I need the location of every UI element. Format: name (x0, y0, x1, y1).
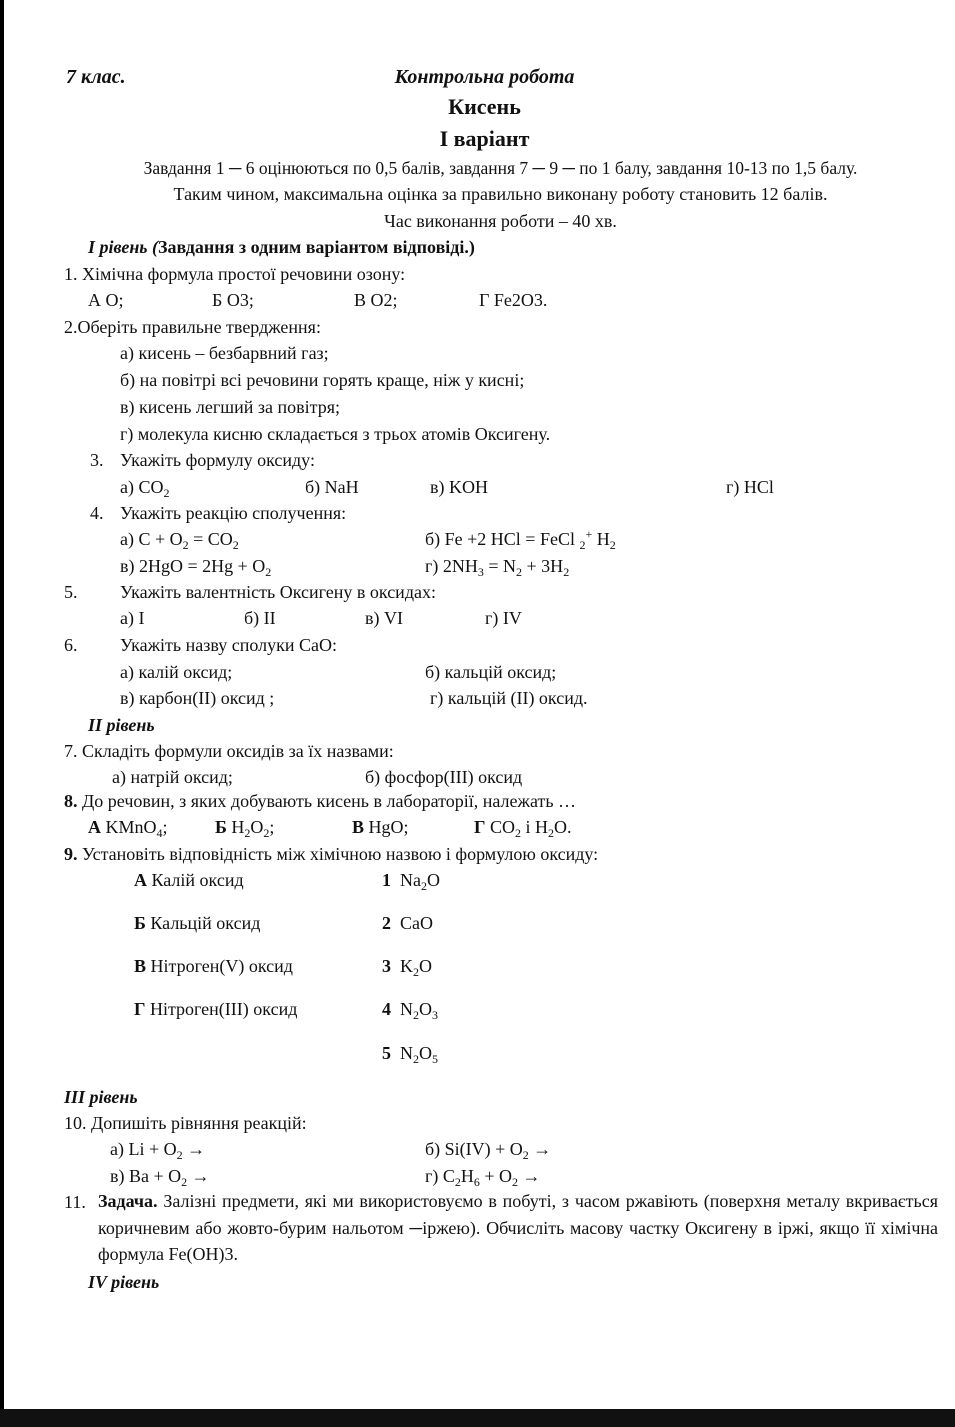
question-11-number: 11. (64, 1192, 86, 1212)
q4-option-c: в) $2HgO = 2Hg + O_2$ (120, 556, 272, 579)
q1-option-a: А О; (88, 290, 124, 310)
q8-option-a: А KMnO$_4$; (88, 817, 168, 840)
q2-option-a: а) кисень – безбарвний газ; (120, 343, 329, 363)
level-1-heading (88, 236, 475, 258)
q2-option-c: в) кисень легший за повітря; (120, 397, 340, 417)
q1-option-c: В О2; (354, 290, 398, 310)
q9-right-1-num: 1 (382, 870, 391, 890)
q9-left-d (134, 998, 297, 1020)
q3-option-d: г) HCl (726, 477, 774, 497)
q5-option-d: г) IV (485, 608, 522, 628)
q2-option-d: г) молекула кисню складається з трьох атомів Оксигену. (120, 424, 551, 444)
question-6: Укажіть назву сполуки CaO: (120, 635, 337, 655)
q9-left-d-name: Нітроген(III) оксид (149, 999, 298, 1019)
question-7: 7. Складіть формули оксидів за їх назвами: (64, 741, 394, 761)
q2-option-b: б) на повітрі всі речовини горять краще, ніж у кисні; (120, 370, 525, 390)
question-5-number: 5. (64, 582, 78, 602)
q9-left-c-letter: В (134, 956, 147, 976)
question-8-text: До речовин, з яких добувають кисень в лабораторії, належать … (82, 791, 577, 811)
question-8 (64, 790, 576, 812)
q5-option-a: а) I (120, 608, 145, 628)
scoring-line-2: Таким чином, максимальна оцінка за правильно виконану роботу становить 12 балів. (173, 184, 828, 204)
q9-right-5: 5 $N_2O_5$ (382, 1043, 438, 1066)
question-9-number: 9. (64, 844, 78, 864)
q9-left-a (134, 869, 244, 891)
q8-option-d: Г $CO_2$ і $H_2O$. (474, 817, 572, 840)
q3-option-a: а) $CO_2$ (120, 477, 170, 500)
q7-item-b: б) фосфор(III) оксид (365, 767, 523, 787)
q4-option-b: б) Fe +2 HCl = FeCl $_2$+ $H_2$ (425, 527, 616, 552)
q1-option-d: Г Fe2O3. (479, 290, 548, 310)
q8-option-b: Б $H_2O_2$; (215, 817, 275, 840)
variant-title: І варіант (439, 126, 530, 151)
q3-option-c: в) KOH (430, 477, 488, 497)
question-3: Укажіть формулу оксиду: (120, 450, 315, 470)
q11-task-label: Задача. (98, 1191, 158, 1211)
q6-option-a: а) калій оксид; (120, 662, 233, 682)
q11-task-text: Залізні предмети, які ми використовуємо в побуті, з часом ржавіють (поверхня металу вкривається коричневим або жовто-бурим нальотом ─іржею). Обчисліть масову частку Оксигену в іржі, якщо її хімічна формула Fe(OH)3. (98, 1191, 938, 1264)
q6-option-c: в) карбон(II) оксид ; (120, 688, 275, 708)
q5-option-b: б) II (244, 608, 276, 628)
level-2-title: II рівень (88, 715, 155, 735)
question-3-number: 3. (90, 450, 104, 470)
question-6-number: 6. (64, 635, 78, 655)
question-9 (64, 843, 598, 865)
q9-left-d-letter: Г (134, 999, 146, 1019)
q9-left-b-letter: Б (134, 913, 146, 933)
q6-option-b: б) кальцій оксид; (425, 662, 557, 682)
q9-right-4: 4 $N_2O_3$ (382, 999, 438, 1022)
q10-item-c: в) $Ba + O_2$ → (110, 1166, 210, 1189)
doc-type-title: Контрольна робота (394, 66, 575, 88)
grade-label: 7 клас. (66, 66, 126, 88)
question-11 (98, 1188, 938, 1268)
question-9-text: Установіть відповідність між хімічною назвою і формулою оксиду: (82, 844, 599, 864)
question-4-number: 4. (90, 503, 104, 523)
q9-right-4-num: 4 (382, 999, 391, 1019)
q9-left-a-name: Калій оксид (151, 870, 244, 890)
question-2: 2.Оберіть правильне твердження: (64, 317, 321, 337)
q10-item-b: б) $Si(IV) + O_2$ → (425, 1139, 552, 1162)
q9-right-2-num: 2 (382, 913, 391, 933)
q7-item-a: а) натрій оксид; (112, 767, 233, 787)
scoring-line-1: Завдання 1 ─ 6 оцінюються по 0,5 балів, завдання 7 ─ 9 ─ по 1 балу, завдання 10-13 по 1,5 балу. (143, 158, 858, 178)
question-8-number: 8. (64, 791, 78, 811)
q10-item-a: а) $Li + O_2$ → (110, 1139, 206, 1162)
level-3-title: III рівень (64, 1087, 138, 1107)
q1-option-b: Б О3; (212, 290, 254, 310)
q4-option-a: а) $C + O_2 = CO_2$ (120, 529, 239, 552)
q9-left-b-name: Кальцій оксид (150, 913, 261, 933)
level-1-title: І рівень ( (88, 237, 159, 257)
level-1-subtitle: Завдання з одним варіантом відповіді.) (158, 237, 475, 257)
q8-option-c: В HgO; (352, 817, 409, 837)
level-4-title: IV рівень (88, 1272, 160, 1292)
q3-option-b: б) NaH (305, 477, 359, 497)
q10-item-d: г) $C_2H_6 + O_2$ → (425, 1166, 541, 1189)
q5-option-c: в) VI (365, 608, 403, 628)
question-10: 10. Допишіть рівняння реакцій: (64, 1113, 307, 1133)
q9-left-b (134, 912, 260, 934)
q9-right-2: 2 CaO (382, 913, 433, 933)
page-bottom-edge (0, 1409, 955, 1427)
time-line: Час виконання роботи – 40 хв. (384, 211, 617, 231)
q4-option-d: г) $2NH_3 = N_2 + 3H_2$ (425, 556, 570, 579)
q9-left-a-letter: А (134, 870, 147, 890)
question-5: Укажіть валентність Оксигену в оксидах: (120, 582, 436, 602)
question-4: Укажіть реакцію сполучення: (120, 503, 347, 523)
q9-right-5-num: 5 (382, 1043, 391, 1063)
q3-option-a-text: а) CO (120, 477, 164, 497)
question-1: 1. Хімічна формула простої речовини озону: (64, 264, 406, 284)
q9-left-c (134, 955, 293, 977)
q9-right-1: 1 $Na_2O$ (382, 870, 440, 893)
q9-left-c-name: Нітроген(V) оксид (150, 956, 293, 976)
q9-right-3-num: 3 (382, 956, 391, 976)
q6-option-d: г) кальцій (II) оксид. (430, 688, 588, 708)
q9-right-3: 3 $K_2O$ (382, 956, 432, 979)
topic-title: Кисень (448, 94, 521, 119)
